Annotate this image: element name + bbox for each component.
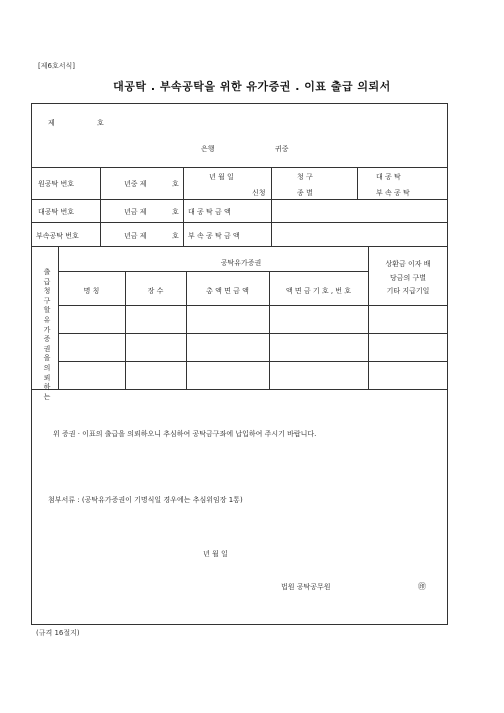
year-no-label: 년금 제	[124, 232, 147, 240]
attachment-note: 첨부서류 : (공탁유가증권이 기명식일 경우에는 추심위임장 1통)	[48, 496, 243, 504]
divider-line	[31, 246, 448, 247]
je-label: 제	[48, 119, 55, 127]
securities-side-label: 출급청구할유가증권을의뢰하는	[43, 268, 51, 401]
col-total-header: 총 액 면 금 액	[206, 287, 249, 295]
request-statement: 위 증권 · 이표의 출급을 의뢰하오니 추심하여 공탁금구좌에 납입하여 주시기 바랍니다.	[53, 430, 317, 438]
col-note-header-2: 당금의 구별	[389, 274, 427, 282]
securities-group-header: 공탁유가증권	[220, 259, 262, 267]
date-label: 년 월 일	[209, 173, 234, 181]
divider-line	[31, 167, 448, 168]
document-title: 대공탁 . 부속공탁을 위한 유가증권 . 이표 출급 의뢰서	[113, 80, 391, 93]
large-deposit-amount-label: 대 공 탁 금 액	[188, 208, 231, 216]
signer-label: 법원 공탁공무원	[281, 583, 331, 591]
ho-suffix: 호	[172, 208, 179, 216]
divider-line	[31, 222, 448, 223]
divider-line	[58, 361, 448, 362]
large-deposit-label: 대 공 탁	[376, 173, 401, 181]
col-note-header-3: 기타 지급기일	[386, 287, 430, 295]
paper-size-note: (규격 16절지)	[36, 629, 80, 637]
divider-line	[271, 167, 272, 246]
supplementary-deposit-label: 부 속 공 탁	[376, 189, 410, 197]
col-name-header: 명 칭	[83, 287, 100, 295]
seal-mark: ㊞	[418, 582, 426, 591]
large-deposit-no-label: 대공탁 번호	[38, 208, 75, 216]
ho-suffix: 호	[172, 180, 179, 188]
divider-line	[100, 167, 101, 246]
original-deposit-no-label: 원공탁 번호	[38, 180, 75, 188]
supplementary-deposit-no-label: 부속공탁 번호	[36, 232, 79, 240]
col-count-header: 장 수	[147, 287, 164, 295]
application-label: 신청	[252, 189, 266, 197]
year-no-label: 년금 제	[124, 208, 147, 216]
divider-line	[31, 389, 448, 390]
claim-label: 청 구	[297, 173, 313, 181]
col-face-header: 액 면 금 기 호 , 번 호	[285, 287, 352, 295]
ho-label: 호	[97, 119, 104, 127]
bank-label: 은행	[201, 145, 215, 153]
type-label: 종 별	[297, 189, 313, 197]
supplementary-deposit-amount-label: 부 속 공 탁 금 액	[188, 232, 240, 240]
signature-date: 년 월 일	[203, 550, 228, 558]
divider-line	[58, 271, 368, 272]
divider-line	[58, 333, 448, 334]
divider-line	[31, 199, 448, 200]
year-no-label: 년중 제	[124, 180, 147, 188]
col-note-header-1: 상환금 이자 배	[385, 260, 431, 268]
recipient-label: 귀중	[275, 145, 289, 153]
divider-line	[58, 305, 448, 306]
ho-suffix: 호	[172, 232, 179, 240]
divider-line	[183, 167, 184, 246]
divider-line	[357, 167, 358, 199]
form-number: [제6호서식]	[38, 62, 75, 70]
divider-line	[58, 246, 59, 389]
